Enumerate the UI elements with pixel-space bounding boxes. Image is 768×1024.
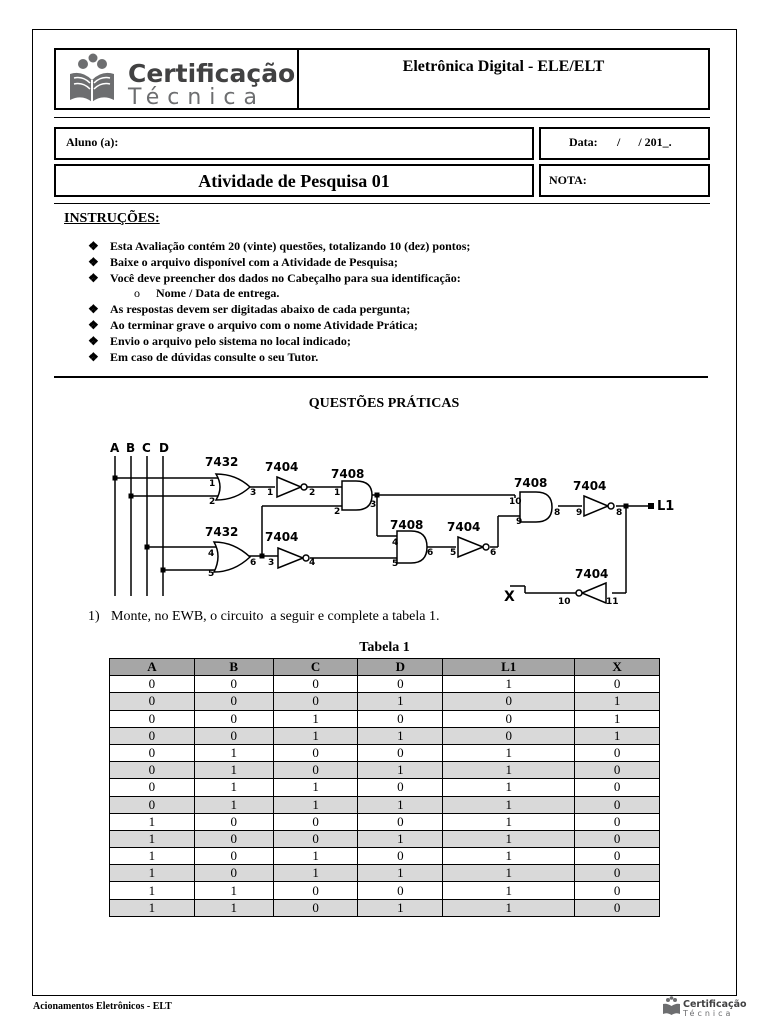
table-row	[110, 899, 660, 916]
diamond-bullet-icon: ❖	[88, 270, 99, 285]
aluno-label: Aluno (a):	[66, 135, 119, 149]
svg-text:6: 6	[250, 558, 257, 568]
table-row	[110, 710, 660, 727]
instruction-item: ❖ Ao terminar grave o arquivo com o nome Atividade Prática;	[88, 317, 418, 332]
truth-table	[109, 658, 660, 917]
table-cell: 0	[110, 710, 195, 727]
chip-label: 7408	[390, 518, 424, 532]
book-people-icon	[663, 996, 680, 1015]
table-cell: 0	[358, 848, 443, 865]
table-cell: 1	[194, 796, 273, 813]
svg-text:8: 8	[554, 508, 561, 518]
book-people-icon	[70, 54, 114, 103]
table-cell: 1	[358, 899, 443, 916]
svg-text:1: 1	[267, 488, 274, 498]
logo-box	[54, 48, 299, 110]
table-row	[110, 727, 660, 744]
circle-bullet-icon: o	[134, 286, 140, 301]
table-cell: 0	[358, 744, 443, 761]
column-header: D	[358, 659, 443, 676]
table-cell: 0	[273, 830, 358, 847]
table-row	[110, 848, 660, 865]
instruction-item: ❖ Envio o arquivo pelo sistema no local indicado;	[88, 333, 351, 348]
svg-text:1: 1	[209, 479, 216, 489]
course-box	[297, 48, 710, 110]
table-cell: 1	[194, 762, 273, 779]
certificacao-logo	[56, 50, 301, 108]
table-title: Tabela 1	[359, 640, 410, 655]
chip-label: 7408	[514, 476, 548, 490]
input-label-b: B	[126, 441, 136, 455]
table-cell: 0	[575, 796, 660, 813]
table-row	[110, 813, 660, 830]
question-text: Monte, no EWB, o circuito a seguir e complete a tabela 1.	[111, 609, 440, 624]
output-label-l1: L1	[657, 499, 675, 514]
table-cell: 0	[358, 882, 443, 899]
instruction-item: ❖ As respostas devem ser digitadas abaixo de cada pergunta;	[88, 302, 411, 317]
table-cell: 0	[194, 676, 273, 693]
diamond-bullet-icon: ❖	[88, 254, 99, 269]
table-cell: 0	[575, 779, 660, 796]
table-cell: 0	[575, 676, 660, 693]
table-row	[110, 830, 660, 847]
table-cell: 0	[194, 727, 273, 744]
svg-text:5: 5	[208, 569, 215, 579]
table-cell: 0	[443, 727, 575, 744]
table-cell: 1	[273, 848, 358, 865]
table-cell: 0	[358, 710, 443, 727]
instruction-item: ❖ Esta Avaliação contém 20 (vinte) questões, totalizando 10 (dez) pontos;	[88, 239, 471, 253]
instructions-heading: INSTRUÇÕES:	[64, 211, 160, 226]
table-cell: 1	[575, 727, 660, 744]
data-label: Data:	[569, 135, 598, 149]
footer-text: Acionamentos Eletrônicos - ELT	[33, 1001, 172, 1012]
nota-field[interactable]	[539, 164, 710, 197]
column-header: L1	[443, 659, 575, 676]
table-cell: 1	[443, 676, 575, 693]
table-cell: 1	[358, 762, 443, 779]
table-header-row	[110, 659, 660, 676]
question-number: 1)	[88, 609, 100, 624]
table-cell: 1	[443, 882, 575, 899]
section-title: QUESTÕES PRÁTICAS	[308, 396, 460, 411]
not-gate-final	[584, 496, 608, 516]
table-cell: 0	[273, 693, 358, 710]
table-cell: 1	[194, 779, 273, 796]
table-row	[110, 744, 660, 761]
table-cell: 0	[194, 710, 273, 727]
output-label-x: X	[504, 589, 515, 605]
table-cell: 1	[575, 710, 660, 727]
svg-text:3: 3	[250, 488, 257, 498]
table-cell: 0	[575, 899, 660, 916]
svg-text:6: 6	[490, 548, 497, 558]
table-cell: 1	[443, 899, 575, 916]
table-cell: 1	[110, 882, 195, 899]
table-row	[110, 693, 660, 710]
input-label-d: D	[159, 441, 169, 455]
svg-text:10: 10	[558, 597, 571, 607]
svg-text:10: 10	[509, 497, 522, 507]
aluno-field[interactable]	[54, 127, 534, 160]
svg-text:9: 9	[576, 508, 583, 518]
instructions-bottom-rule	[54, 376, 708, 378]
table-cell: 1	[575, 693, 660, 710]
table-cell: 0	[110, 727, 195, 744]
table-cell: 0	[358, 676, 443, 693]
or-gate-bottom	[214, 542, 250, 572]
table-cell: 0	[575, 830, 660, 847]
table-row	[110, 796, 660, 813]
logo-line2: Técnica	[128, 85, 265, 110]
logo-line1: Certificação	[128, 59, 296, 88]
svg-text:9: 9	[516, 517, 523, 527]
table-cell: 0	[194, 848, 273, 865]
instruction-item: ❖ Baixe o arquivo disponível com a Atividade de Pesquisa;	[88, 254, 398, 269]
not-gate-x	[582, 583, 606, 603]
table-cell: 1	[194, 882, 273, 899]
table-cell: 0	[273, 744, 358, 761]
chip-label: 7404	[575, 567, 609, 581]
svg-text:1: 1	[334, 488, 341, 498]
chip-label: 7404	[447, 520, 481, 534]
footer-logo-line2: Técnica	[683, 1009, 734, 1018]
table-cell: 1	[110, 830, 195, 847]
svg-text:4: 4	[208, 549, 215, 559]
header-divider	[54, 117, 710, 118]
table-cell: 0	[575, 813, 660, 830]
table-cell: 0	[443, 710, 575, 727]
table-row	[110, 676, 660, 693]
table-cell: 1	[358, 865, 443, 882]
diamond-bullet-icon: ❖	[88, 317, 99, 332]
table-row	[110, 865, 660, 882]
instruction-item: ❖ Em caso de dúvidas consulte o seu Tutor.	[88, 349, 319, 364]
table-cell: 1	[110, 865, 195, 882]
instruction-item: ❖ Você deve preencher dos dados no Cabeçalho para sua identificação:	[88, 270, 461, 285]
table-cell: 1	[110, 848, 195, 865]
question-1	[88, 609, 440, 625]
column-header: C	[273, 659, 358, 676]
table-cell: 0	[194, 830, 273, 847]
table-cell: 1	[443, 813, 575, 830]
column-header: B	[194, 659, 273, 676]
chip-label: 7404	[265, 460, 299, 474]
table-cell: 0	[273, 899, 358, 916]
table-row	[110, 882, 660, 899]
table-cell: 1	[358, 693, 443, 710]
table-cell: 1	[358, 830, 443, 847]
diamond-bullet-icon: ❖	[88, 333, 99, 348]
chip-label: 7432	[205, 525, 239, 539]
svg-text:2: 2	[309, 488, 316, 498]
table-cell: 0	[575, 882, 660, 899]
svg-text:5: 5	[450, 548, 457, 558]
table-cell: 1	[273, 710, 358, 727]
instructions-top-rule	[54, 203, 710, 204]
table-cell: 1	[110, 813, 195, 830]
table-cell: 1	[194, 899, 273, 916]
not-gate-mid	[458, 537, 483, 557]
table-cell: 0	[575, 744, 660, 761]
table-cell: 1	[443, 865, 575, 882]
svg-text:3: 3	[268, 558, 275, 568]
column-header: A	[110, 659, 195, 676]
table-cell: 0	[110, 779, 195, 796]
and-gate-final	[520, 492, 552, 522]
and-gate-mid	[397, 531, 427, 563]
table-cell: 1	[273, 796, 358, 813]
svg-text:5: 5	[392, 559, 399, 569]
data-value: / / 201_.	[617, 135, 672, 149]
svg-text:3: 3	[370, 500, 377, 510]
svg-text:6: 6	[427, 548, 434, 558]
and-gate-top	[342, 481, 372, 510]
table-cell: 0	[110, 796, 195, 813]
svg-text:4: 4	[309, 558, 316, 568]
table-cell: 0	[273, 813, 358, 830]
table-cell: 0	[575, 865, 660, 882]
table-cell: 0	[194, 693, 273, 710]
not-gate-top	[277, 477, 301, 497]
instruction-subitem: o Nome / Data de entrega.	[134, 286, 280, 301]
table-cell: 1	[443, 762, 575, 779]
table-cell: 0	[358, 779, 443, 796]
table-cell: 0	[194, 813, 273, 830]
svg-text:2: 2	[209, 497, 216, 507]
table-cell: 0	[110, 762, 195, 779]
svg-text:2: 2	[334, 507, 341, 517]
table-cell: 1	[273, 779, 358, 796]
diamond-bullet-icon: ❖	[88, 349, 99, 364]
input-label-c: C	[142, 441, 151, 455]
footer-logo	[662, 996, 747, 1018]
table-cell: 1	[273, 727, 358, 744]
nota-label: NOTA:	[549, 173, 587, 187]
chip-label: 7408	[331, 467, 365, 481]
chip-label: 7432	[205, 455, 239, 469]
activity-title-box	[54, 164, 534, 197]
table-cell: 0	[110, 693, 195, 710]
logic-circuit-diagram	[100, 436, 700, 606]
course-title: Eletrônica Digital - ELE/ELT	[402, 58, 605, 75]
svg-text:8: 8	[616, 508, 623, 518]
table-cell: 0	[575, 762, 660, 779]
table-cell: 1	[443, 779, 575, 796]
svg-text:4: 4	[392, 538, 399, 548]
table-cell: 0	[110, 744, 195, 761]
table-cell: 0	[358, 813, 443, 830]
table-cell: 1	[443, 744, 575, 761]
table-cell: 0	[273, 762, 358, 779]
table-cell: 1	[443, 830, 575, 847]
footer-logo-line1: Certificação	[683, 999, 747, 1010]
table-row	[110, 779, 660, 796]
table-cell: 1	[110, 899, 195, 916]
table-cell: 0	[273, 676, 358, 693]
data-field[interactable]	[539, 127, 710, 160]
svg-text:11: 11	[606, 597, 619, 607]
activity-title: Atividade de Pesquisa 01	[198, 171, 390, 191]
table-cell: 1	[443, 796, 575, 813]
chip-label: 7404	[265, 530, 299, 544]
table-cell: 0	[194, 865, 273, 882]
table-cell: 0	[443, 693, 575, 710]
diamond-bullet-icon: ❖	[88, 302, 99, 317]
table-cell: 1	[273, 865, 358, 882]
table-cell: 0	[273, 882, 358, 899]
diamond-bullet-icon: ❖	[88, 239, 99, 253]
column-header: X	[575, 659, 660, 676]
table-cell: 0	[575, 848, 660, 865]
chip-label: 7404	[573, 479, 607, 493]
table-cell: 1	[194, 744, 273, 761]
table-cell: 1	[443, 848, 575, 865]
instructions-list	[88, 239, 470, 365]
not-gate-bottom	[278, 548, 303, 568]
table-row	[110, 762, 660, 779]
table-cell: 1	[358, 727, 443, 744]
input-label-a: A	[110, 441, 120, 455]
table-cell: 1	[358, 796, 443, 813]
table-cell: 0	[110, 676, 195, 693]
or-gate-top	[216, 474, 250, 500]
